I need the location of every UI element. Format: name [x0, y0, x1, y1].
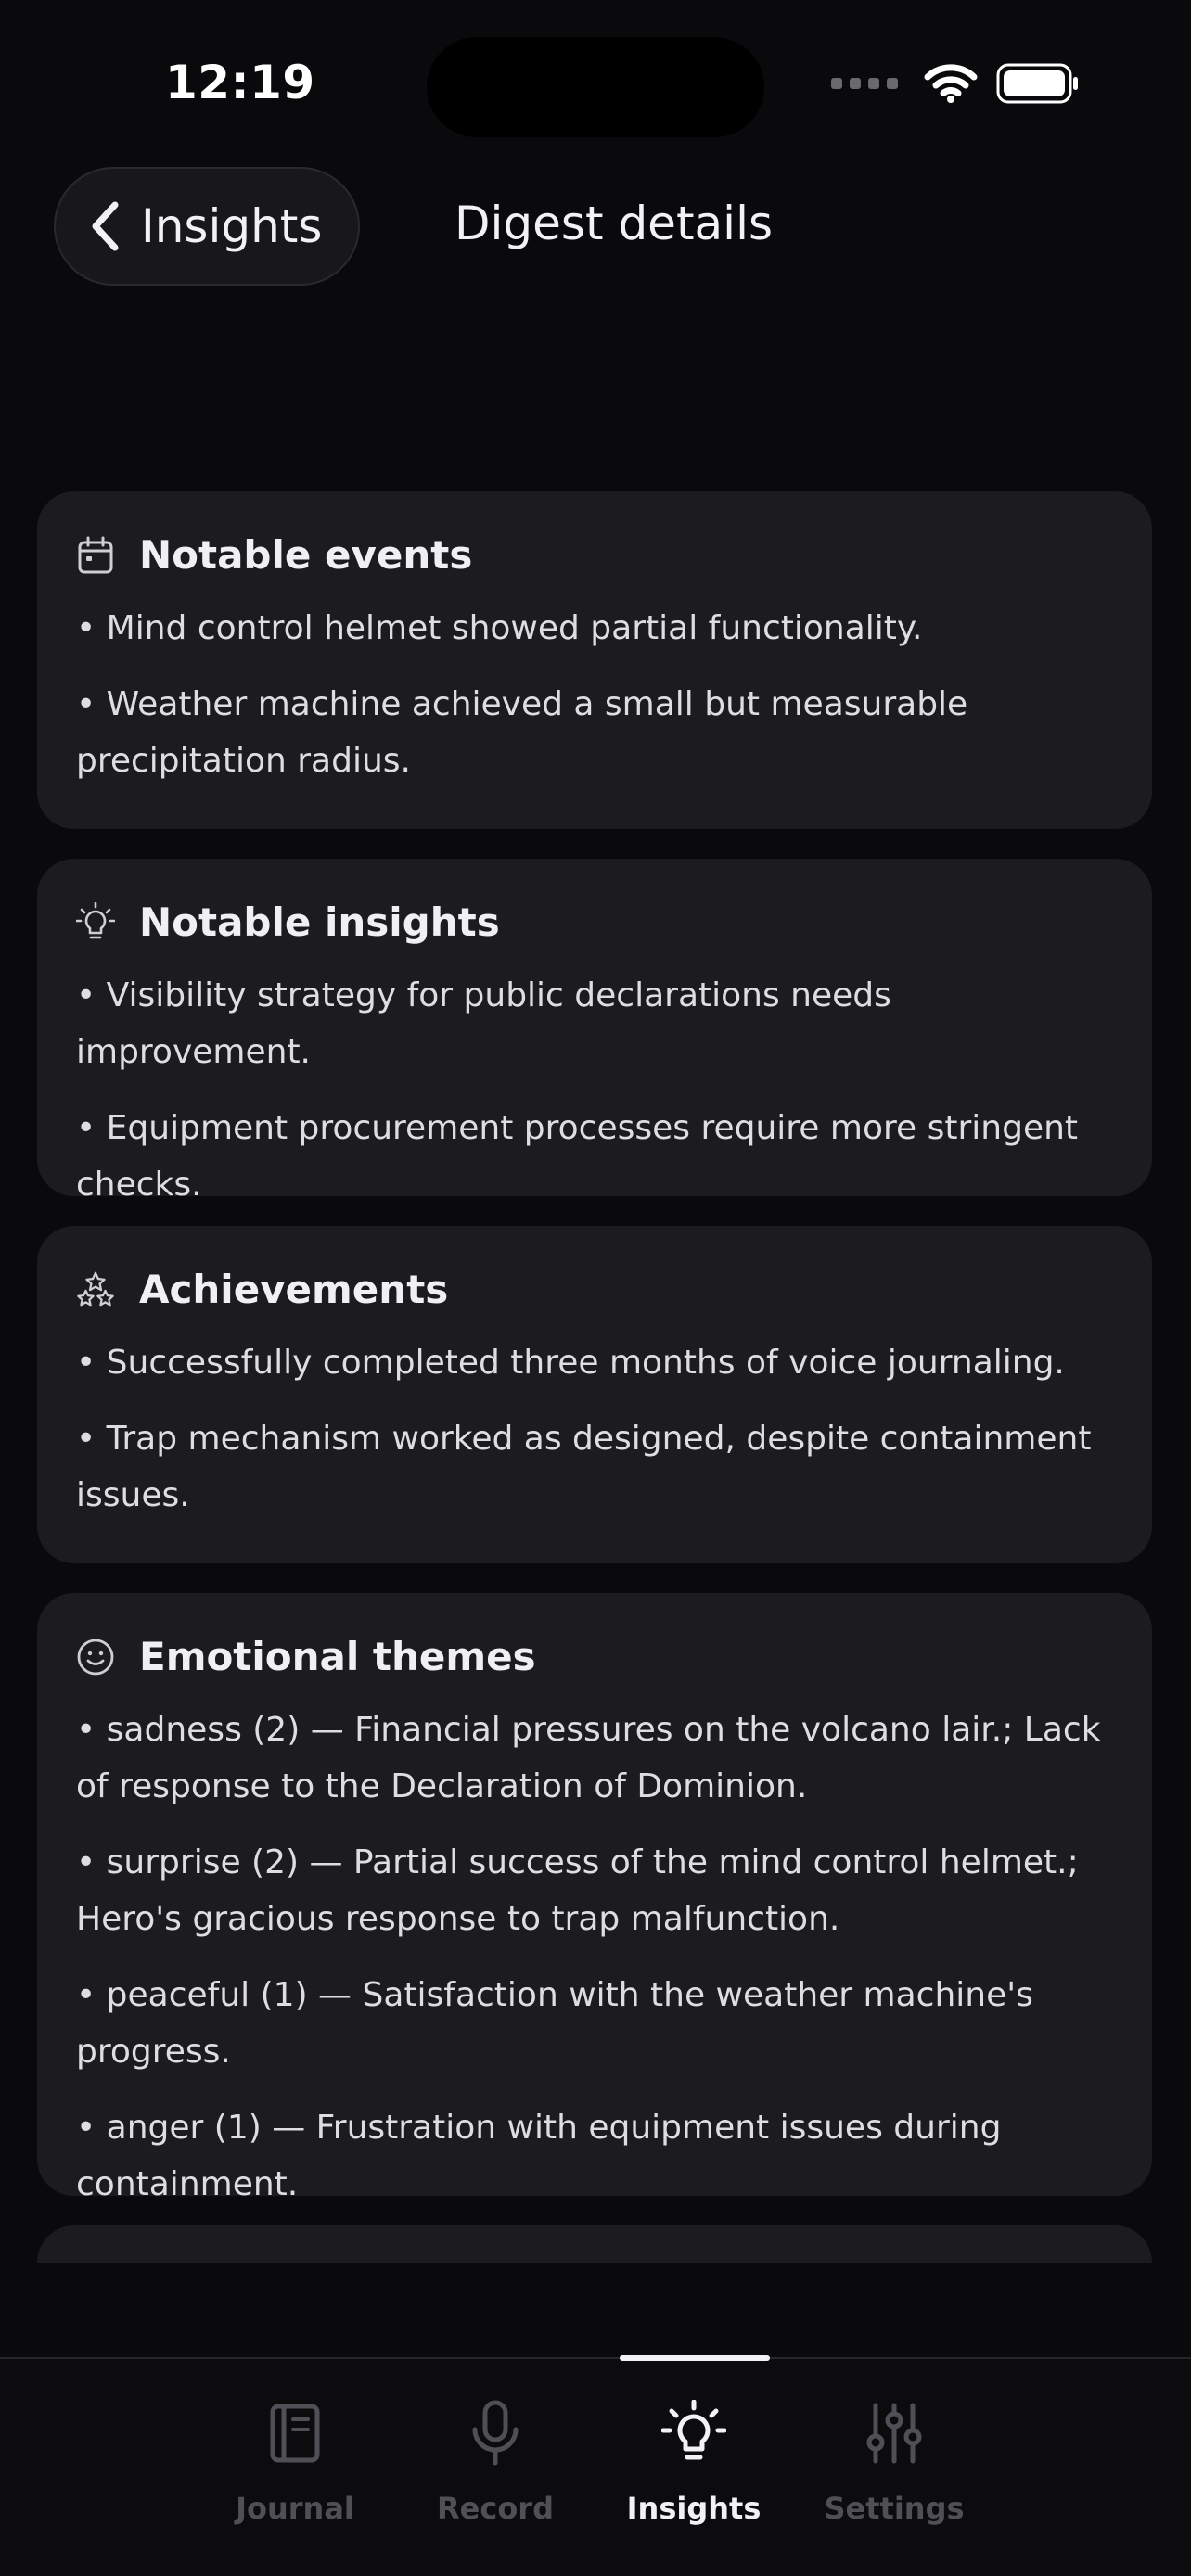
dynamic-island — [427, 37, 764, 137]
calendar-icon — [76, 536, 115, 575]
digest-scroll-area[interactable] — [0, 490, 1191, 2263]
chevron-left-icon — [89, 200, 121, 252]
achievements-card — [37, 1226, 1152, 1563]
back-button[interactable] — [54, 167, 360, 286]
cellular-signal-icon — [831, 78, 898, 89]
lightbulb-icon — [76, 903, 115, 942]
card-title: Notable events — [139, 532, 473, 578]
journal-icon — [267, 2396, 323, 2470]
active-tab-indicator — [620, 2355, 770, 2361]
tab-label: Journal — [236, 2491, 354, 2526]
list-item: • Visibility strategy for public declarations needs improvement. — [76, 976, 891, 1071]
sliders-icon — [864, 2396, 924, 2470]
stars-icon — [76, 1270, 115, 1309]
notable-events-card — [37, 491, 1152, 829]
list-item: • Trap mechanism worked as designed, despite containment issues. — [76, 1420, 1092, 1514]
tab-settings[interactable] — [801, 2396, 987, 2526]
list-item: • surprise (2) — Partial success of the mind control helmet.; Hero's gracious response to trap malfunction. — [76, 1843, 1079, 1938]
list-item: • Equipment procurement processes require more stringent checks. — [76, 1109, 1079, 1204]
card-title: Notable insights — [139, 899, 500, 945]
notable-insights-card — [37, 859, 1152, 1204]
status-time: 12:19 — [165, 56, 315, 109]
status-indicators — [831, 63, 1080, 104]
list-item: • Mind control helmet showed partial functionality. — [76, 609, 923, 647]
battery-icon — [996, 63, 1080, 104]
page-title: Digest details — [455, 197, 774, 250]
tab-label: Insights — [626, 2491, 762, 2526]
tab-record[interactable] — [403, 2396, 588, 2526]
smiley-icon — [76, 1638, 115, 1677]
microphone-icon — [469, 2396, 521, 2470]
tab-journal[interactable] — [202, 2396, 388, 2526]
tab-label: Settings — [824, 2491, 965, 2526]
emotional-themes-card — [37, 1593, 1152, 2203]
card-title: Emotional themes — [139, 1634, 536, 1679]
tab-label: Record — [437, 2491, 554, 2526]
list-item: • Successfully completed three months of voice journaling. — [76, 1344, 1065, 1382]
lightbulb-icon — [661, 2396, 726, 2470]
wifi-icon — [924, 64, 978, 103]
tab-insights[interactable] — [601, 2396, 787, 2526]
back-button-label: Insights — [141, 199, 323, 253]
next-card-partial — [37, 2225, 1152, 2263]
tab-bar — [0, 2357, 1191, 2576]
list-item: • sadness (2) — Financial pressures on the volcano lair.; Lack of response to the Declaration of Dominion. — [76, 1711, 1101, 1805]
list-item: • Weather machine achieved a small but measurable precipitation radius. — [76, 685, 968, 780]
list-item: • peaceful (1) — Satisfaction with the weather machine's progress. — [76, 1976, 1033, 2071]
card-title: Achievements — [139, 1267, 449, 1312]
list-item: • anger (1) — Frustration with equipment issues during containment. — [76, 2109, 1002, 2203]
